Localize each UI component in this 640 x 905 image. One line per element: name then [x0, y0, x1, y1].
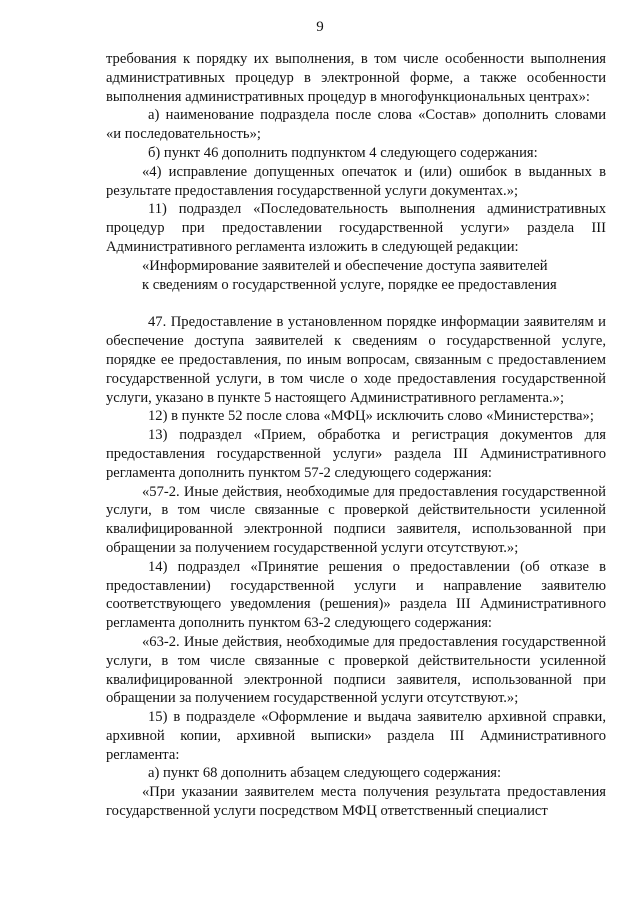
paragraph: 13) подраздел «Прием, обработка и регистрация документов для предоставления государственной услуги» раздела III Административного регламента дополнить пунктом 57-2 следующего содержания: — [106, 427, 606, 481]
paragraph: «63-2. Иные действия, необходимые для предоставления государственной услуги, в том числе связанные с проверкой действительности усиленной квалифицированной электронной подписи заявителя, использованной при обращении за получением государственной услуги отсутствуют.»; — [106, 633, 606, 707]
paragraph: «4) исправление допущенных опечаток и (или) ошибок в выданных в результате предоставления государственной услуги документах.»; — [106, 163, 606, 199]
paragraph: 12) в пункте 52 после слова «МФЦ» исключить слово «Министерства»; — [148, 408, 594, 425]
document-body — [106, 50, 606, 821]
paragraph: б) пункт 46 дополнить подпунктом 4 следующего содержания: — [148, 144, 538, 161]
section-heading — [106, 257, 606, 295]
paragraph: требования к порядку их выполнения, в том числе особенности выполнения административных процедур в электронной форме, а также особенности выполнения административных процедур в многофункциональных центрах»: — [106, 51, 606, 105]
section-heading-line: к сведениям о государственной услуге, порядке ее предоставления — [142, 276, 557, 293]
paragraph: 15) в подразделе «Оформление и выдача заявителю архивной справки, архивной копии, архивной выписки» раздела III Административного регламента: — [106, 709, 606, 763]
paragraph: а) наименование подраздела после слова «Состав» дополнить словами «и последовательность»; — [106, 107, 606, 143]
paragraph: а) пункт 68 дополнить абзацем следующего содержания: — [148, 765, 502, 782]
paragraph: 14) подраздел «Принятие решения о предоставлении (об отказе в предоставлении) государственной услуги и направление заявителю соответствующего уведомления (решения)» раздела III Административного регламента дополнить пунктом 63-2 следующего содержания: — [106, 558, 606, 632]
paragraph: «57-2. Иные действия, необходимые для предоставления государственной услуги, в том числе связанные с проверкой действительности усиленной квалифицированной электронной подписи заявителя, использованной при обращении за получением государственной услуги отсутствуют.»; — [106, 483, 606, 556]
paragraph: 11) подраздел «Последовательность выполнения административных процедур при предоставлении государственной услуги» раздела III Административного регламента изложить в следующей редакции: — [106, 201, 606, 255]
section-heading-line: «Информирование заявителей и обеспечение доступа заявителей — [142, 257, 548, 274]
paragraph: «При указании заявителем места получения результата предоставления государственной услуги посредством МФЦ ответственный специалист — [106, 784, 606, 820]
page-number: 9 — [316, 19, 324, 35]
paragraph: 47. Предоставление в установленном порядке информации заявителям и обеспечение доступа заявителей к сведениям о государственной услуге, порядке ее предоставления, по иным вопросам, связанным с предоставлением государственной услуги, в том числе о ходе предоставления государственной услуги, указано в пункте 5 настоящего Административного регламента.»; — [106, 314, 606, 406]
